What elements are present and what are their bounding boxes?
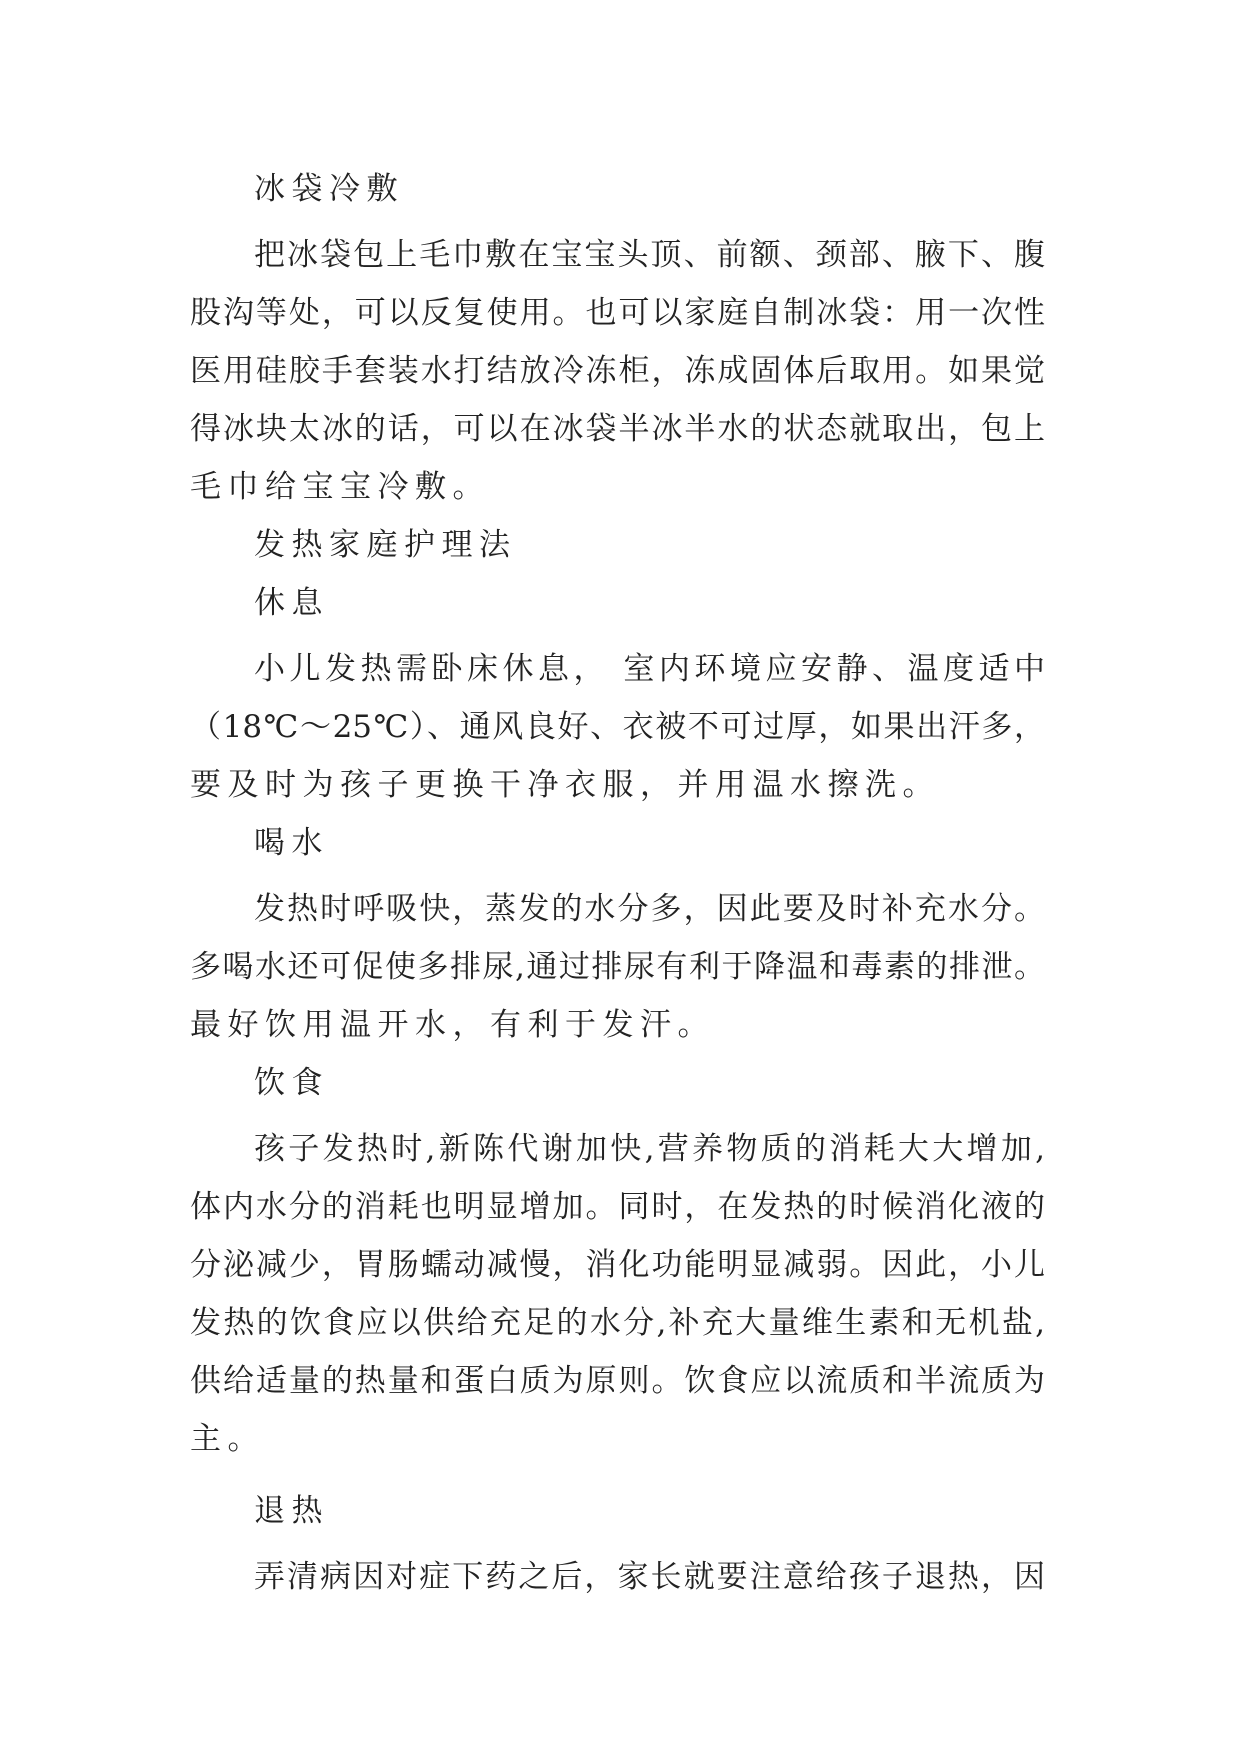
paragraph-line: 发热时呼吸快，蒸发的水分多，因此要及时补充水分。 (254, 891, 1045, 927)
heading-home-care: 发热家庭护理法 (254, 527, 517, 563)
paragraph-line: 把冰袋包上毛巾敷在宝宝头顶、前额、颈部、腋下、腹 (254, 237, 1045, 273)
paragraph-line: 小儿发热需卧床休息， 室内环境应安静、温度适中 (254, 651, 1045, 687)
paragraph-line: （18℃～25℃）、通风良好、衣被不可过厚，如果出汗多， (190, 709, 1045, 745)
heading-rest: 休息 (254, 585, 329, 621)
heading-diet: 饮食 (254, 1065, 329, 1101)
paragraph-line: 体内水分的消耗也明显增加。同时，在发热的时候消化液的 (190, 1189, 1045, 1225)
paragraph-line: 医用硅胶手套装水打结放冷冻柜，冻成固体后取用。如果觉 (190, 353, 1045, 389)
paragraph-line: 得冰块太冰的话，可以在冰袋半冰半水的状态就取出，包上 (190, 411, 1045, 447)
paragraph-line: 要及时为孩子更换干净衣服，并用温水擦洗。 (190, 767, 940, 803)
paragraph-line: 孩子发热时,新陈代谢加快,营养物质的消耗大大增加, (254, 1131, 1045, 1167)
document-page (190, 160, 1045, 1606)
paragraph-line: 最好饮用温开水，有利于发汗。 (190, 1007, 715, 1043)
heading-ice-pack: 冰袋冷敷 (254, 171, 404, 207)
paragraph-line: 供给适量的热量和蛋白质为原则。饮食应以流质和半流质为 (190, 1363, 1045, 1399)
heading-reduce-fever: 退热 (254, 1493, 329, 1529)
paragraph-line: 毛巾给宝宝冷敷。 (190, 469, 490, 505)
paragraph-line: 弄清病因对症下药之后，家长就要注意给孩子退热，因 (254, 1559, 1045, 1595)
paragraph-line: 多喝水还可促使多排尿,通过排尿有利于降温和毒素的排泄。 (190, 949, 1045, 985)
paragraph-line: 发热的饮食应以供给充足的水分,补充大量维生素和无机盐, (190, 1305, 1045, 1341)
heading-drink-water: 喝水 (254, 825, 329, 861)
paragraph-line: 主。 (190, 1421, 265, 1457)
paragraph-line: 股沟等处，可以反复使用。也可以家庭自制冰袋：用一次性 (190, 295, 1045, 331)
paragraph-line: 分泌减少，胃肠蠕动减慢，消化功能明显减弱。因此，小儿 (190, 1247, 1045, 1283)
